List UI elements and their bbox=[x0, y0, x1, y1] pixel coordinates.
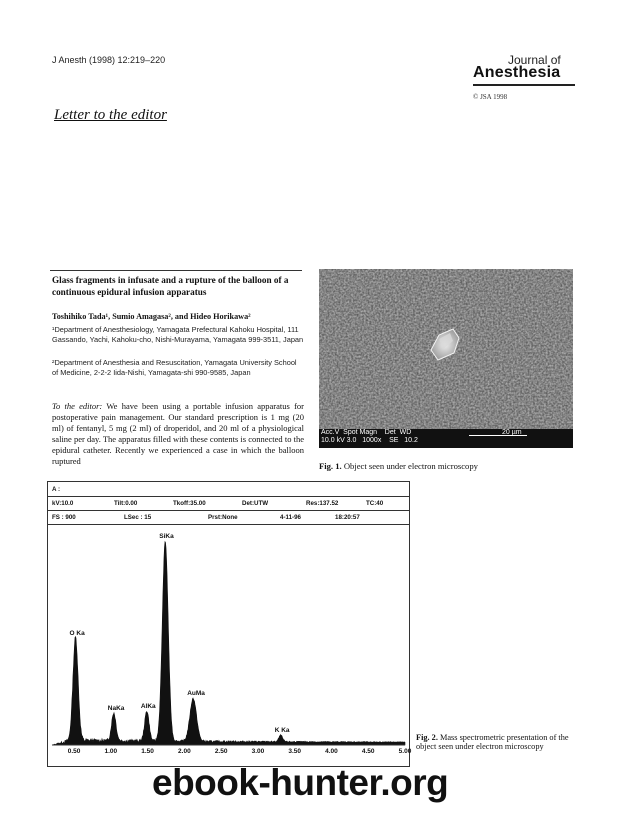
peak-label: K Ka bbox=[274, 726, 290, 734]
spectrum-plot bbox=[48, 524, 409, 746]
article-body bbox=[52, 401, 304, 466]
x-tick-label: 1.00 bbox=[104, 748, 118, 755]
figure2-caption bbox=[416, 733, 576, 752]
electron-micrograph bbox=[319, 269, 573, 448]
x-tick-label: 2.50 bbox=[214, 748, 228, 755]
x-tick-label: 1.50 bbox=[141, 748, 154, 755]
citation: J Anesth (1998) 12:219–220 bbox=[52, 55, 166, 65]
watermark: ebook-hunter.org bbox=[152, 762, 449, 803]
x-tick-label: 3.00 bbox=[251, 748, 265, 755]
x-tick-label: 4.00 bbox=[325, 748, 338, 755]
param-kv: kV:10.0 bbox=[52, 500, 74, 507]
spectrum-trace bbox=[52, 542, 405, 745]
param-tc: TC:40 bbox=[366, 500, 384, 507]
param-det: Det:UTW bbox=[242, 500, 269, 507]
figure1-caption bbox=[319, 461, 478, 471]
peak-label: AuMa bbox=[187, 690, 205, 697]
header-divider-2 bbox=[48, 510, 409, 511]
section-title: Letter to the editor bbox=[54, 107, 167, 123]
journal-name-line1: Journal of bbox=[508, 53, 561, 67]
article-title: Glass fragments in infusate and a rupture of the balloon of a continuous epidural infusion apparatus bbox=[52, 275, 289, 297]
micrograph-info-line1: Acc.V Spot Magn Det WD bbox=[321, 429, 412, 436]
x-tick-label: 3.50 bbox=[288, 748, 302, 755]
journal-name-line2: Anesthesia bbox=[473, 64, 561, 81]
micrograph-info-line2: 10.0 kV 3.0 1000x SE 10.2 bbox=[321, 437, 418, 444]
peak-label: O Ka bbox=[69, 629, 85, 637]
figure2-caption-text: Mass spectrometric presentation of the object seen under electron microscopy bbox=[416, 733, 569, 752]
x-tick-label: 5.00 bbox=[398, 748, 412, 755]
micrograph-info bbox=[321, 429, 418, 445]
body-text: We have been using a portable infusion apparatus for postoperative pain management. Our standard prescription is 1 mg (20 ml) of fentanyl, 5 mg (2 ml) of droperidol, and 20 ml of a physiological saline per day. The apparatus filled with these contents is connected to the epidural catheter. Recently we experienced a case in which the balloon ruptured bbox=[52, 401, 304, 466]
copyright: © JSA 1998 bbox=[473, 93, 508, 101]
micrograph-image bbox=[319, 269, 573, 429]
header-divider-1 bbox=[48, 496, 409, 497]
figure2-caption-label: Fig. 2. bbox=[416, 733, 438, 742]
figure1-caption-label: Fig. 1. bbox=[319, 461, 342, 471]
peak-label: NaKa bbox=[107, 705, 125, 713]
article-authors: Toshihiko Tada¹, Sumio Amagasa², and Hideo Horikawa² bbox=[52, 312, 251, 321]
param-time: 18:20:57 bbox=[335, 514, 360, 521]
param-date: 4-11-96 bbox=[280, 514, 301, 521]
x-tick-label: 2.00 bbox=[178, 748, 191, 755]
affiliation-2: ²Department of Anesthesia and Resuscitation, Yamagata University School of Medicine, 2-2-2 Iida-Nishi, Yamagata-shi 990-9585, Japan bbox=[52, 358, 297, 377]
param-tilt: Tilt:0.00 bbox=[114, 500, 138, 507]
journal-rule bbox=[473, 84, 575, 86]
body-lead: To the editor: bbox=[52, 401, 103, 411]
peak-label: AlKa bbox=[140, 702, 156, 710]
spectrum-figure bbox=[47, 481, 410, 767]
scale-bar-label: 20 µm bbox=[502, 429, 522, 436]
param-fs: FS : 900 bbox=[52, 514, 76, 521]
param-tkoff: Tkoff:35.00 bbox=[173, 500, 206, 507]
affiliation-1: ¹Department of Anesthesiology, Yamagata Prefectural Kahoku Hospital, 111 Gassando, Yachi, Kahoku-cho, Nishi-Murayama, Yamagata 999-3511, Japan bbox=[52, 325, 304, 344]
panel-label: A : bbox=[52, 486, 61, 493]
param-prst: Prst:None bbox=[208, 514, 238, 521]
figure1-caption-text: Object seen under electron microscopy bbox=[343, 461, 478, 471]
peak-label: SiKa bbox=[159, 533, 174, 541]
param-lsec: LSec : 15 bbox=[124, 514, 152, 521]
x-tick-label: 4.50 bbox=[361, 748, 375, 755]
param-res: Res:137.52 bbox=[306, 500, 339, 507]
x-tick-label: 0.50 bbox=[67, 748, 81, 755]
article-rule bbox=[50, 270, 302, 271]
